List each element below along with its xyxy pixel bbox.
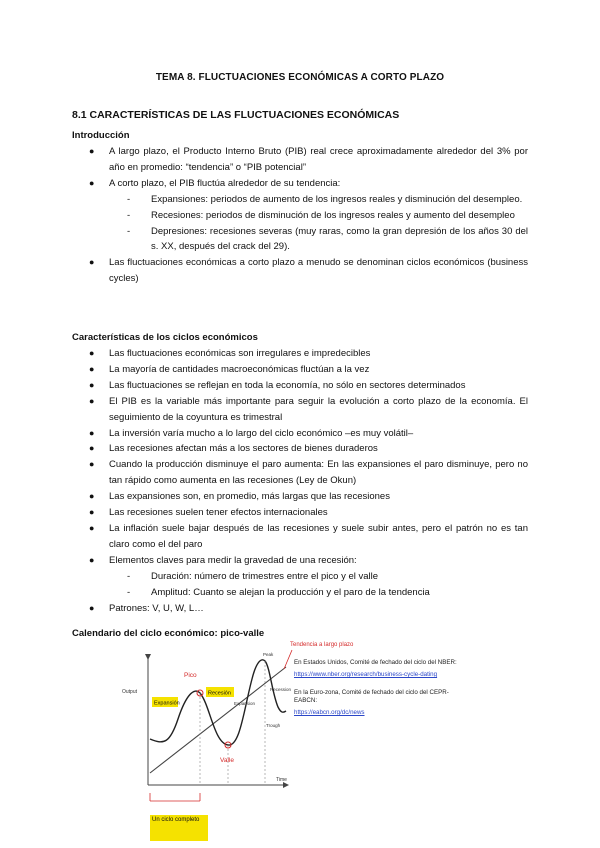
- list-item: ● Las recesiones afectan más a los sectores de bienes duraderos: [72, 441, 528, 457]
- sub-list-item: - Amplitud: Cuanto se alejan la producción y el paro de la tendencia: [127, 586, 430, 598]
- bullet-icon: ●: [89, 507, 95, 518]
- list-item: ● A largo plazo, el Producto Interno Bruto (PIB) real crece aproximadamente alrededor del 3% por año en promedio: “tendencia” o “PIB potencial”: [89, 146, 528, 173]
- bullet-icon: ●: [89, 443, 95, 454]
- bullet-icon: ●: [89, 491, 95, 502]
- list-item: ● La mayoría de cantidades macroeconómicas fluctúan a la vez: [72, 362, 528, 378]
- bullet-icon: ●: [89, 459, 95, 470]
- recession-tag-label: Recesión: [208, 690, 231, 697]
- features-heading: Características de los ciclos económicos: [72, 332, 258, 343]
- tendency-pointer: [284, 650, 292, 669]
- bullet-icon: ●: [89, 395, 95, 406]
- bullet-icon: ●: [89, 348, 95, 358]
- bullet-icon: ●: [89, 146, 95, 156]
- bullet-icon: ●: [89, 522, 95, 533]
- bullet-icon: ●: [89, 602, 95, 613]
- sub-list-item: - Depresiones: recesiones severas (muy raras, como la gran depresión de los años 30 del s. XX, después del crack del 29).: [127, 225, 528, 253]
- us-note: En Estados Unidos, Comité de fechado del ciclo del NBER:: [294, 659, 457, 666]
- valle-label: Valle: [220, 757, 234, 764]
- calendar-heading: Calendario del ciclo económico: pico-valle: [72, 628, 265, 639]
- features-list: [72, 346, 528, 616]
- intro-heading: Introducción: [72, 130, 130, 141]
- list-item: ● Cuando la producción disminuye el paro aumenta: En las expansiones el paro disminuye, pero no tan rápido como aumenta en las recesiones (Ley de Okun): [89, 459, 528, 487]
- output-axis-label: Output: [122, 689, 138, 695]
- expansion-tag-label: Expansión: [154, 700, 180, 707]
- eu-link[interactable]: https://eabcn.org/dc/news: [294, 709, 365, 716]
- bullet-icon: ●: [89, 257, 95, 268]
- sub-list: [109, 192, 528, 256]
- list-item: ● A corto plazo, el PIB fluctúa alrededor de su tendencia: - Expansiones: periodos de aumento de los ingresos reales y disminución del desempleo. - Recesiones: periodos de disminución de los ingresos reales y aumento del desempleo - Depresiones: recesiones severas (muy raras, como la gran depresión de los años 30 del s. XX, después del crack del 29).: [72, 176, 528, 256]
- expansion-small-label: Expansion: [234, 701, 256, 706]
- bullet-icon: ●: [89, 177, 95, 188]
- list-item: ● La inflación suele bajar después de las recesiones y suele subir antes, pero el patrón no es tan claro como el del paro: [89, 522, 528, 550]
- recession-small-label: Recession: [270, 687, 292, 692]
- bullet-icon: ●: [89, 427, 95, 438]
- intro-list: [72, 144, 528, 287]
- pico-label: Pico: [184, 672, 197, 679]
- list-item: ● Las recesiones suelen tener efectos internacionales: [72, 505, 528, 521]
- bullet-icon: ●: [89, 363, 95, 374]
- sub-list: [109, 569, 528, 601]
- list-item: ● Las fluctuaciones económicas son irregulares e impredecibles: [72, 346, 528, 362]
- list-item: ● Las fluctuaciones se reflejan en toda la economía, no sólo en sectores determinados: [72, 378, 528, 394]
- list-item: ● Las fluctuaciones económicas a corto plazo a menudo se denominan ciclos económicos (business cycles): [89, 257, 528, 285]
- sub-list-item: - Expansiones: periodos de aumento de los ingresos reales y disminución del desempleo.: [127, 193, 523, 205]
- us-link[interactable]: https://www.nber.org/research/business-cycle-dating: [294, 671, 438, 678]
- time-axis-label: Time: [276, 777, 287, 783]
- list-item: ● El PIB es la variable más importante para seguir la evolución a corto plazo de la economía. El seguimiento de la coyuntura es trimestral: [89, 395, 528, 423]
- trend-line: [150, 667, 286, 773]
- peak-small-label: Peak: [263, 652, 274, 657]
- bullet-icon: ●: [89, 379, 95, 390]
- list-item: ● Las expansiones son, en promedio, más largas que las recesiones: [72, 489, 528, 505]
- bullet-icon: ●: [89, 554, 95, 565]
- list-item: ● Elementos claves para medir la gravedad de una recesión: - Duración: número de trimestres entre el pico y el valle - Amplitud: Cuanto se alejan la producción y el paro de la tendencia: [72, 553, 528, 601]
- section-heading: 8.1 CARACTERÍSTICAS DE LAS FLUCTUACIONES ECONÓMICAS: [72, 109, 400, 121]
- cycle-tag-label: Un ciclo completo: [152, 817, 200, 823]
- sub-list-item: - Recesiones: periodos de disminución de los ingresos reales y aumento del desempleo: [127, 209, 515, 221]
- eu-note: En la Euro-zona, Comité de fechado del ciclo del CEPR-EABCN:: [294, 689, 449, 704]
- list-item: ● Patrones: V, U, W, L…: [72, 601, 528, 617]
- page-title: TEMA 8. FLUCTUACIONES ECONÓMICAS A CORTO PLAZO: [155, 72, 445, 83]
- tendency-label: Tendencia a largo plazo: [290, 642, 354, 648]
- trough-small-label: Trough: [266, 723, 281, 728]
- business-cycle-figure: [118, 642, 478, 845]
- list-item: ● La inversión varía mucho a lo largo del ciclo económico –es muy volátil–: [72, 426, 528, 442]
- sub-list-item: - Duración: número de trimestres entre el pico y el valle: [127, 570, 379, 582]
